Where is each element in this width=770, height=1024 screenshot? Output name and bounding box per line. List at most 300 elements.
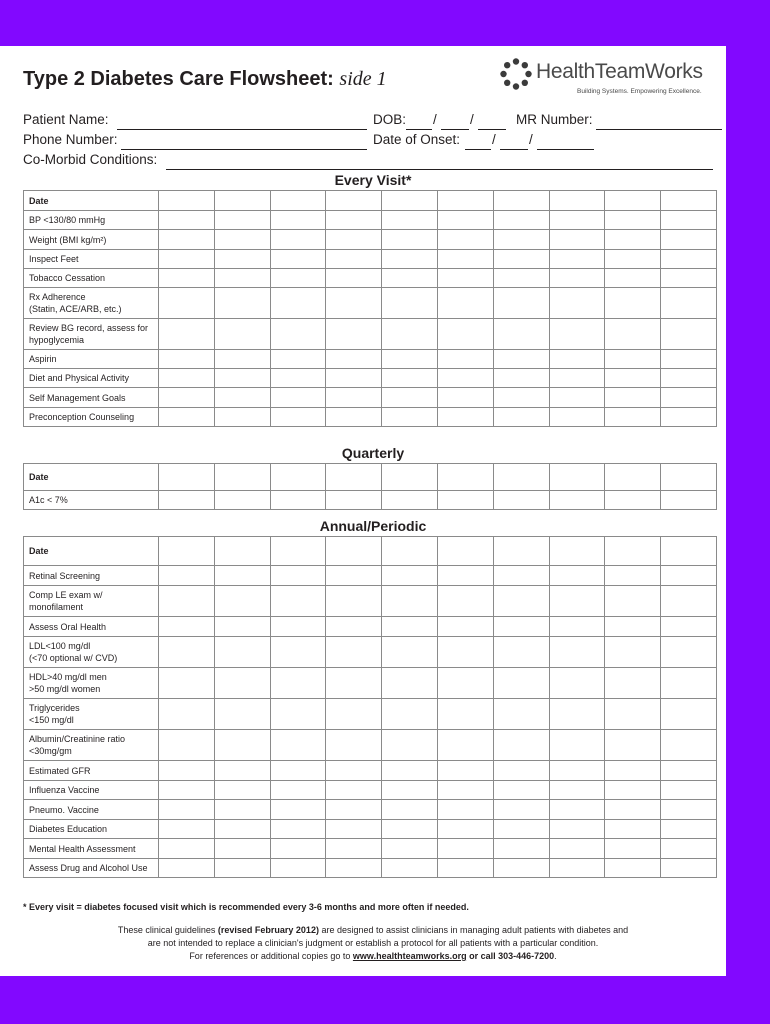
entry-cell[interactable]: [214, 269, 270, 288]
entry-cell[interactable]: [326, 566, 382, 586]
entry-cell[interactable]: [437, 288, 493, 319]
entry-cell[interactable]: [382, 637, 438, 668]
entry-cell[interactable]: [382, 369, 438, 388]
entry-cell[interactable]: [382, 388, 438, 408]
entry-cell[interactable]: [382, 859, 438, 878]
entry-cell[interactable]: [437, 820, 493, 839]
entry-cell[interactable]: [159, 859, 215, 878]
entry-cell[interactable]: [661, 617, 717, 637]
entry-cell[interactable]: [661, 250, 717, 269]
entry-cell[interactable]: [437, 388, 493, 408]
entry-cell[interactable]: [382, 699, 438, 730]
date-entry-cell[interactable]: [159, 464, 215, 491]
date-entry-cell[interactable]: [661, 191, 717, 211]
entry-cell[interactable]: [159, 211, 215, 230]
entry-cell[interactable]: [661, 699, 717, 730]
entry-cell[interactable]: [382, 566, 438, 586]
entry-cell[interactable]: [493, 408, 549, 427]
entry-cell[interactable]: [326, 211, 382, 230]
entry-cell[interactable]: [605, 408, 661, 427]
date-entry-cell[interactable]: [159, 537, 215, 566]
entry-cell[interactable]: [437, 230, 493, 250]
entry-cell[interactable]: [214, 211, 270, 230]
entry-cell[interactable]: [270, 761, 326, 781]
entry-cell[interactable]: [605, 288, 661, 319]
entry-cell[interactable]: [549, 350, 605, 369]
entry-cell[interactable]: [214, 617, 270, 637]
patient-name-field[interactable]: [117, 129, 367, 130]
entry-cell[interactable]: [159, 408, 215, 427]
entry-cell[interactable]: [661, 637, 717, 668]
entry-cell[interactable]: [605, 699, 661, 730]
entry-cell[interactable]: [270, 820, 326, 839]
entry-cell[interactable]: [605, 617, 661, 637]
entry-cell[interactable]: [270, 211, 326, 230]
entry-cell[interactable]: [214, 699, 270, 730]
mr-number-field[interactable]: [596, 129, 722, 130]
date-entry-cell[interactable]: [661, 464, 717, 491]
entry-cell[interactable]: [214, 230, 270, 250]
entry-cell[interactable]: [605, 211, 661, 230]
entry-cell[interactable]: [605, 761, 661, 781]
entry-cell[interactable]: [493, 491, 549, 510]
entry-cell[interactable]: [159, 637, 215, 668]
entry-cell[interactable]: [493, 761, 549, 781]
date-entry-cell[interactable]: [549, 537, 605, 566]
dob-year-field[interactable]: [478, 129, 506, 130]
entry-cell[interactable]: [270, 730, 326, 761]
entry-cell[interactable]: [214, 637, 270, 668]
entry-cell[interactable]: [605, 230, 661, 250]
date-entry-cell[interactable]: [661, 537, 717, 566]
entry-cell[interactable]: [661, 761, 717, 781]
entry-cell[interactable]: [549, 250, 605, 269]
entry-cell[interactable]: [661, 408, 717, 427]
entry-cell[interactable]: [493, 699, 549, 730]
entry-cell[interactable]: [159, 388, 215, 408]
entry-cell[interactable]: [493, 781, 549, 800]
onset-month-field[interactable]: [465, 149, 491, 150]
entry-cell[interactable]: [493, 230, 549, 250]
entry-cell[interactable]: [214, 250, 270, 269]
entry-cell[interactable]: [437, 211, 493, 230]
table-row: [24, 586, 717, 617]
entry-cell[interactable]: [382, 288, 438, 319]
entry-cell[interactable]: [605, 781, 661, 800]
entry-cell[interactable]: [437, 637, 493, 668]
entry-cell[interactable]: [605, 350, 661, 369]
entry-cell[interactable]: [270, 637, 326, 668]
entry-cell[interactable]: [214, 566, 270, 586]
entry-cell[interactable]: [493, 730, 549, 761]
entry-cell[interactable]: [661, 859, 717, 878]
date-entry-cell[interactable]: [214, 464, 270, 491]
entry-cell[interactable]: [549, 730, 605, 761]
entry-cell[interactable]: [214, 730, 270, 761]
entry-cell[interactable]: [382, 800, 438, 820]
entry-cell[interactable]: [270, 250, 326, 269]
entry-cell[interactable]: [437, 839, 493, 859]
entry-cell[interactable]: [326, 617, 382, 637]
entry-cell[interactable]: [661, 586, 717, 617]
entry-cell[interactable]: [605, 820, 661, 839]
date-entry-cell[interactable]: [382, 464, 438, 491]
entry-cell[interactable]: [437, 699, 493, 730]
entry-cell[interactable]: [549, 781, 605, 800]
entry-cell[interactable]: [437, 369, 493, 388]
date-entry-cell[interactable]: [270, 464, 326, 491]
entry-cell[interactable]: [270, 668, 326, 699]
entry-cell[interactable]: [214, 491, 270, 510]
entry-cell[interactable]: [270, 859, 326, 878]
entry-cell[interactable]: [549, 288, 605, 319]
website-link[interactable]: www.healthteamworks.org: [352, 951, 467, 961]
date-entry-cell[interactable]: [326, 464, 382, 491]
entry-cell[interactable]: [270, 288, 326, 319]
entry-cell[interactable]: [159, 839, 215, 859]
table-row: [24, 350, 717, 369]
row-label: Assess Drug and Alcohol Use: [24, 859, 159, 878]
entry-cell[interactable]: [437, 859, 493, 878]
disclaimer-line-2: are not intended to replace a clinician's judgment or establish a protocol for all patients with a particular condition.: [147, 938, 599, 948]
date-entry-cell[interactable]: [549, 191, 605, 211]
entry-cell[interactable]: [214, 369, 270, 388]
entry-cell[interactable]: [159, 250, 215, 269]
table-row: [24, 859, 717, 878]
entry-cell[interactable]: [549, 699, 605, 730]
entry-cell[interactable]: [549, 269, 605, 288]
entry-cell[interactable]: [549, 800, 605, 820]
entry-cell[interactable]: [382, 761, 438, 781]
date-entry-cell[interactable]: [437, 191, 493, 211]
entry-cell[interactable]: [382, 839, 438, 859]
entry-cell[interactable]: [605, 839, 661, 859]
entry-cell[interactable]: [549, 668, 605, 699]
logo-name: HealthTeamWorks: [536, 60, 703, 83]
entry-cell[interactable]: [549, 859, 605, 878]
date-entry-cell[interactable]: [493, 191, 549, 211]
entry-cell[interactable]: [661, 566, 717, 586]
date-entry-cell[interactable]: [270, 191, 326, 211]
entry-cell[interactable]: [661, 288, 717, 319]
entry-cell[interactable]: [326, 781, 382, 800]
entry-cell[interactable]: [270, 839, 326, 859]
entry-cell[interactable]: [270, 369, 326, 388]
entry-cell[interactable]: [326, 369, 382, 388]
entry-cell[interactable]: [159, 350, 215, 369]
entry-cell[interactable]: [214, 668, 270, 699]
entry-cell[interactable]: [270, 491, 326, 510]
entry-cell[interactable]: [493, 288, 549, 319]
entry-cell[interactable]: [605, 730, 661, 761]
entry-cell[interactable]: [326, 250, 382, 269]
entry-cell[interactable]: [549, 388, 605, 408]
entry-cell[interactable]: [159, 668, 215, 699]
entry-cell[interactable]: [661, 211, 717, 230]
entry-cell[interactable]: [661, 350, 717, 369]
entry-cell[interactable]: [493, 350, 549, 369]
entry-cell[interactable]: [326, 820, 382, 839]
table-row: [24, 491, 717, 510]
entry-cell[interactable]: [270, 566, 326, 586]
entry-cell[interactable]: [159, 369, 215, 388]
entry-cell[interactable]: [326, 800, 382, 820]
entry-cell[interactable]: [661, 319, 717, 350]
entry-cell[interactable]: [493, 566, 549, 586]
entry-cell[interactable]: [270, 586, 326, 617]
date-entry-cell[interactable]: [549, 464, 605, 491]
entry-cell[interactable]: [382, 319, 438, 350]
entry-cell[interactable]: [326, 839, 382, 859]
row-label: Comp LE exam w/ monofilament: [24, 586, 159, 617]
entry-cell[interactable]: [493, 369, 549, 388]
entry-cell[interactable]: [661, 491, 717, 510]
entry-cell[interactable]: [382, 408, 438, 427]
date-entry-cell[interactable]: [437, 464, 493, 491]
disclaimer-line-1: These clinical guidelines (revised February 2012) are designed to assist clinicians in managing adult patients with diabetes and: [117, 925, 629, 935]
entry-cell[interactable]: [549, 230, 605, 250]
entry-cell[interactable]: [437, 408, 493, 427]
date-header-label: Date: [24, 191, 159, 211]
entry-cell[interactable]: [159, 730, 215, 761]
entry-cell[interactable]: [382, 820, 438, 839]
entry-cell[interactable]: [214, 586, 270, 617]
onset-year-field[interactable]: [537, 149, 594, 150]
entry-cell[interactable]: [214, 820, 270, 839]
entry-cell[interactable]: [437, 617, 493, 637]
entry-cell[interactable]: [270, 800, 326, 820]
quarterly-table: [23, 463, 717, 510]
date-entry-cell[interactable]: [270, 537, 326, 566]
entry-cell[interactable]: [159, 566, 215, 586]
entry-cell[interactable]: [661, 839, 717, 859]
entry-cell[interactable]: [159, 781, 215, 800]
entry-cell[interactable]: [437, 586, 493, 617]
entry-cell[interactable]: [270, 781, 326, 800]
entry-cell[interactable]: [437, 800, 493, 820]
entry-cell[interactable]: [326, 761, 382, 781]
entry-cell[interactable]: [214, 761, 270, 781]
entry-cell[interactable]: [326, 637, 382, 668]
entry-cell[interactable]: [493, 839, 549, 859]
date-entry-cell[interactable]: [159, 191, 215, 211]
entry-cell[interactable]: [159, 230, 215, 250]
entry-cell[interactable]: [493, 586, 549, 617]
entry-cell[interactable]: [661, 388, 717, 408]
entry-cell[interactable]: [326, 730, 382, 761]
entry-cell[interactable]: [437, 730, 493, 761]
entry-cell[interactable]: [493, 617, 549, 637]
entry-cell[interactable]: [605, 800, 661, 820]
date-entry-cell[interactable]: [605, 464, 661, 491]
entry-cell[interactable]: [326, 319, 382, 350]
entry-cell[interactable]: [326, 350, 382, 369]
entry-cell[interactable]: [270, 388, 326, 408]
entry-cell[interactable]: [326, 859, 382, 878]
entry-cell[interactable]: [214, 800, 270, 820]
entry-cell[interactable]: [661, 820, 717, 839]
entry-cell[interactable]: [159, 761, 215, 781]
entry-cell[interactable]: [493, 250, 549, 269]
entry-cell[interactable]: [549, 211, 605, 230]
entry-cell[interactable]: [159, 617, 215, 637]
entry-cell[interactable]: [549, 637, 605, 668]
date-entry-cell[interactable]: [493, 464, 549, 491]
entry-cell[interactable]: [159, 319, 215, 350]
entry-cell[interactable]: [382, 781, 438, 800]
entry-cell[interactable]: [326, 491, 382, 510]
entry-cell[interactable]: [493, 859, 549, 878]
entry-cell[interactable]: [661, 269, 717, 288]
entry-cell[interactable]: [326, 230, 382, 250]
entry-cell[interactable]: [382, 250, 438, 269]
entry-cell[interactable]: [605, 388, 661, 408]
entry-cell[interactable]: [605, 637, 661, 668]
entry-cell[interactable]: [605, 491, 661, 510]
entry-cell[interactable]: [549, 408, 605, 427]
entry-cell[interactable]: [493, 637, 549, 668]
entry-cell[interactable]: [549, 566, 605, 586]
entry-cell[interactable]: [159, 820, 215, 839]
entry-cell[interactable]: [661, 800, 717, 820]
co-morbid-field[interactable]: [166, 169, 713, 170]
entry-cell[interactable]: [270, 617, 326, 637]
entry-cell[interactable]: [270, 269, 326, 288]
date-entry-cell[interactable]: [326, 537, 382, 566]
entry-cell[interactable]: [270, 230, 326, 250]
entry-cell[interactable]: [326, 699, 382, 730]
entry-cell[interactable]: [437, 250, 493, 269]
entry-cell[interactable]: [437, 781, 493, 800]
entry-cell[interactable]: [159, 586, 215, 617]
entry-cell[interactable]: [382, 617, 438, 637]
date-entry-cell[interactable]: [326, 191, 382, 211]
entry-cell[interactable]: [382, 586, 438, 617]
entry-cell[interactable]: [326, 668, 382, 699]
entry-cell[interactable]: [270, 699, 326, 730]
entry-cell[interactable]: [549, 839, 605, 859]
entry-cell[interactable]: [326, 269, 382, 288]
logo-tagline: Building Systems. Empowering Excellence.: [577, 88, 702, 95]
entry-cell[interactable]: [437, 491, 493, 510]
entry-cell[interactable]: [549, 319, 605, 350]
entry-cell[interactable]: [326, 388, 382, 408]
entry-cell[interactable]: [549, 369, 605, 388]
entry-cell[interactable]: [493, 269, 549, 288]
date-entry-cell[interactable]: [493, 537, 549, 566]
entry-cell[interactable]: [214, 408, 270, 427]
entry-cell[interactable]: [214, 781, 270, 800]
entry-cell[interactable]: [159, 269, 215, 288]
entry-cell[interactable]: [605, 586, 661, 617]
entry-cell[interactable]: [214, 319, 270, 350]
entry-cell[interactable]: [382, 211, 438, 230]
entry-cell[interactable]: [605, 319, 661, 350]
table-row: [24, 730, 717, 761]
date-entry-cell[interactable]: [214, 191, 270, 211]
entry-cell[interactable]: [549, 617, 605, 637]
entry-cell[interactable]: [214, 839, 270, 859]
entry-cell[interactable]: [493, 800, 549, 820]
date-entry-cell[interactable]: [605, 191, 661, 211]
entry-cell[interactable]: [159, 491, 215, 510]
entry-cell[interactable]: [214, 388, 270, 408]
entry-cell[interactable]: [270, 319, 326, 350]
annual-periodic-title: Annual/Periodic: [319, 518, 427, 534]
entry-cell[interactable]: [549, 586, 605, 617]
entry-cell[interactable]: [493, 668, 549, 699]
entry-cell[interactable]: [382, 230, 438, 250]
entry-cell[interactable]: [270, 350, 326, 369]
entry-cell[interactable]: [326, 586, 382, 617]
entry-cell[interactable]: [493, 388, 549, 408]
entry-cell[interactable]: [382, 730, 438, 761]
date-entry-cell[interactable]: [382, 191, 438, 211]
table-row: [24, 839, 717, 859]
entry-cell[interactable]: [605, 668, 661, 699]
entry-cell[interactable]: [437, 350, 493, 369]
entry-cell[interactable]: [605, 369, 661, 388]
entry-cell[interactable]: [493, 211, 549, 230]
date-entry-cell[interactable]: [214, 537, 270, 566]
entry-cell[interactable]: [437, 668, 493, 699]
entry-cell[interactable]: [159, 699, 215, 730]
entry-cell[interactable]: [493, 319, 549, 350]
onset-day-field[interactable]: [500, 149, 528, 150]
entry-cell[interactable]: [382, 668, 438, 699]
entry-cell[interactable]: [549, 761, 605, 781]
entry-cell[interactable]: [605, 269, 661, 288]
entry-cell[interactable]: [382, 269, 438, 288]
entry-cell[interactable]: [214, 859, 270, 878]
entry-cell[interactable]: [159, 800, 215, 820]
entry-cell[interactable]: [549, 820, 605, 839]
date-of-onset-label: Date of Onset:: [373, 132, 461, 147]
entry-cell[interactable]: [437, 319, 493, 350]
dob-month-field[interactable]: [406, 129, 432, 130]
entry-cell[interactable]: [605, 859, 661, 878]
entry-cell[interactable]: [661, 781, 717, 800]
date-entry-cell[interactable]: [605, 537, 661, 566]
entry-cell[interactable]: [159, 288, 215, 319]
entry-cell[interactable]: [437, 761, 493, 781]
row-label: Self Management Goals: [24, 388, 159, 408]
entry-cell[interactable]: [549, 491, 605, 510]
date-entry-cell[interactable]: [382, 537, 438, 566]
row-label: Inspect Feet: [24, 250, 159, 269]
entry-cell[interactable]: [270, 408, 326, 427]
entry-cell[interactable]: [437, 269, 493, 288]
dob-day-field[interactable]: [441, 129, 469, 130]
phone-number-field[interactable]: [121, 149, 367, 150]
entry-cell[interactable]: [437, 566, 493, 586]
entry-cell[interactable]: [661, 230, 717, 250]
table-row: [24, 566, 717, 586]
entry-cell[interactable]: [661, 668, 717, 699]
entry-cell[interactable]: [605, 250, 661, 269]
entry-cell[interactable]: [605, 566, 661, 586]
entry-cell[interactable]: [214, 288, 270, 319]
entry-cell[interactable]: [326, 288, 382, 319]
entry-cell[interactable]: [326, 408, 382, 427]
date-entry-cell[interactable]: [437, 537, 493, 566]
entry-cell[interactable]: [214, 350, 270, 369]
entry-cell[interactable]: [493, 820, 549, 839]
entry-cell[interactable]: [661, 369, 717, 388]
entry-cell[interactable]: [661, 730, 717, 761]
entry-cell[interactable]: [382, 350, 438, 369]
entry-cell[interactable]: [382, 491, 438, 510]
